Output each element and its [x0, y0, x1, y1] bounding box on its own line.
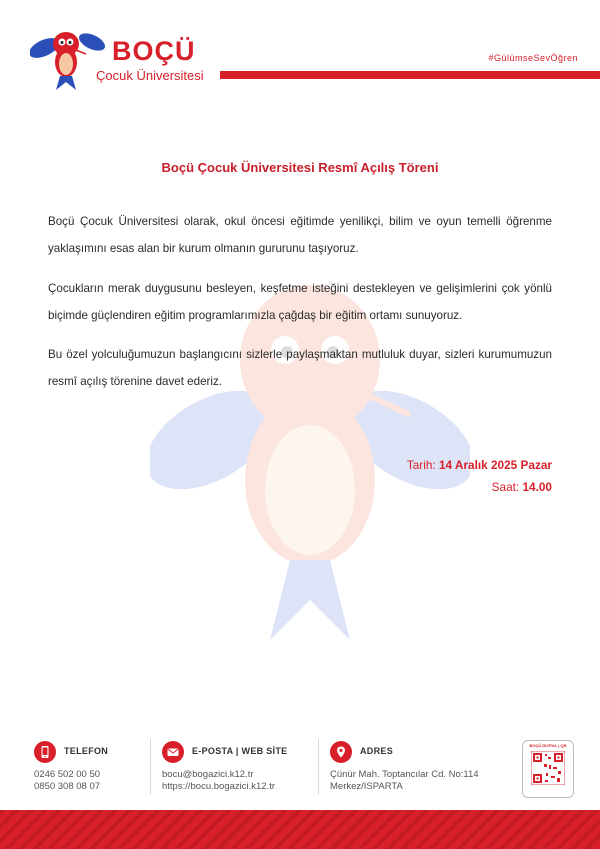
location-pin-icon	[330, 741, 352, 763]
event-date	[407, 458, 552, 472]
date-value: 14 Aralık 2025 Pazar	[438, 458, 552, 472]
qr-code-icon	[531, 751, 565, 785]
date-label: Tarih:	[406, 458, 436, 472]
website-link[interactable]: https://bocu.bogazici.k12.tr	[162, 781, 276, 792]
paragraph: Çocukların merak duygusunu besleyen, keşfetme isteğini destekleyen ve gelişimlerini çok yönlü biçimde güçlendiren eğitim programlarımızla çağdaş bir eğitim ortamı sunuyoruz.	[48, 282, 552, 322]
phone-label: TELEFON	[64, 746, 109, 756]
footer-accent-band	[0, 810, 600, 849]
qr-code-card[interactable]	[522, 740, 574, 798]
email-label-text: E-POSTA	[192, 746, 234, 756]
time-label: Saat:	[491, 480, 520, 494]
address-line: Merkez/ISPARTA	[330, 781, 403, 792]
phone-icon	[34, 741, 56, 763]
brand-name: BOÇÜ	[112, 36, 196, 66]
contact-footer	[0, 735, 600, 805]
hashtag: #GülümseSevÖğren	[488, 53, 578, 63]
header-accent-bar	[220, 71, 600, 79]
bird-mascot-icon	[30, 24, 110, 94]
email-label	[192, 746, 287, 756]
paragraph: Bu özel yolculuğumuzun başlangıcını sizlerle paylaşmaktan mutluluk duyar, sizleri kurumumuzun resmî açılış törenine davet ederiz.	[48, 348, 552, 388]
event-time	[492, 480, 552, 494]
footer-divider	[150, 739, 151, 795]
label-separator: |	[235, 746, 242, 756]
website-label-text: WEB SİTE	[241, 746, 288, 756]
footer-divider	[318, 739, 319, 795]
address-label: ADRES	[360, 746, 394, 756]
diagonal-stripes-decoration	[0, 810, 600, 849]
time-value: 14.00	[522, 480, 552, 494]
phone-number[interactable]: 0246 502 00 50	[34, 769, 101, 780]
brand-subtitle: Çocuk Üniversitesi	[96, 68, 204, 83]
brand-logo	[30, 24, 220, 94]
mail-icon	[162, 741, 184, 763]
qr-label: BOÇÜ DİJİTAL | QR	[529, 743, 567, 748]
address-line: Çünür Mah. Toptancılar Cd. No:114	[330, 769, 479, 780]
document-title: Boçü Çocuk Üniversitesi Resmî Açılış Töreni	[161, 160, 439, 175]
email-link[interactable]: bocu@bogazici.k12.tr	[162, 769, 254, 780]
phone-number[interactable]: 0850 308 08 07	[34, 781, 101, 792]
paragraph: Boçü Çocuk Üniversitesi olarak, okul öncesi eğitimde yenilikçi, bilim ve oyun temelli öğrenme yaklaşımını esas alan bir kurum olmanın gururunu taşıyoruz.	[48, 215, 552, 255]
